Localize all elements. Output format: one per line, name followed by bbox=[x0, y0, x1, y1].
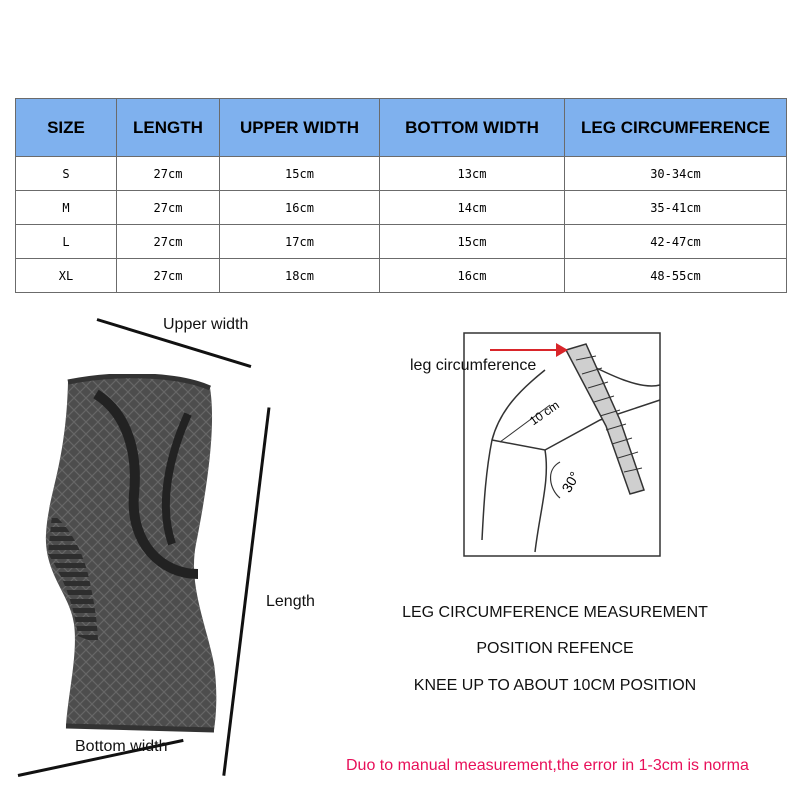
cell-size: L bbox=[16, 225, 117, 259]
header-upper-width: UPPER WIDTH bbox=[220, 99, 380, 157]
header-bottom-width: BOTTOM WIDTH bbox=[380, 99, 565, 157]
cell-leg-circumference: 35-41cm bbox=[565, 191, 787, 225]
cell-size: M bbox=[16, 191, 117, 225]
angle-label: 30° bbox=[558, 468, 583, 496]
table-row bbox=[16, 225, 787, 259]
leg-circumference-label: leg circumference bbox=[410, 357, 537, 374]
cell-length: 27cm bbox=[117, 157, 220, 191]
cell-upper-width: 18cm bbox=[220, 259, 380, 293]
cell-bottom-width: 14cm bbox=[380, 191, 565, 225]
cell-length: 27cm bbox=[117, 191, 220, 225]
cell-upper-width: 17cm bbox=[220, 225, 380, 259]
cell-bottom-width: 16cm bbox=[380, 259, 565, 293]
cell-leg-circumference: 42-47cm bbox=[565, 225, 787, 259]
knee-sleeve-diagram bbox=[0, 310, 340, 800]
knee-sleeve-image bbox=[38, 374, 228, 736]
length-line bbox=[222, 407, 270, 776]
cell-leg-circumference: 48-55cm bbox=[565, 259, 787, 293]
cell-bottom-width: 15cm bbox=[380, 225, 565, 259]
table-row bbox=[16, 191, 787, 225]
header-leg-circumference: LEG CIRCUMFERENCE bbox=[565, 99, 787, 157]
measurement-text-line-2: POSITION REFENCE bbox=[476, 640, 634, 657]
cell-length: 27cm bbox=[117, 259, 220, 293]
cell-upper-width: 16cm bbox=[220, 191, 380, 225]
measuring-tape bbox=[566, 344, 644, 494]
measurement-text-line-3: KNEE UP TO ABOUT 10CM POSITION bbox=[413, 677, 697, 694]
cell-size: XL bbox=[16, 259, 117, 293]
header-size: SIZE bbox=[16, 99, 117, 157]
upper-width-label: Upper width bbox=[163, 316, 249, 333]
distance-label: 10 cm bbox=[526, 397, 562, 429]
cell-size: S bbox=[16, 157, 117, 191]
header-length: LENGTH bbox=[117, 99, 220, 157]
size-chart-table bbox=[15, 98, 787, 293]
cell-upper-width: 15cm bbox=[220, 157, 380, 191]
table-header-row bbox=[16, 99, 787, 157]
length-label: Length bbox=[266, 593, 315, 610]
measurement-error-note: Duo to manual measurement,the error in 1-3cm is norma bbox=[346, 757, 749, 774]
leg-measurement-diagram bbox=[400, 330, 670, 570]
table-row bbox=[16, 157, 787, 191]
measurement-text-line-1: LEG CIRCUMFERENCE MEASUREMENT bbox=[402, 604, 708, 621]
cell-length: 27cm bbox=[117, 225, 220, 259]
bottom-width-label: Bottom width bbox=[75, 738, 168, 755]
cell-bottom-width: 13cm bbox=[380, 157, 565, 191]
cell-leg-circumference: 30-34cm bbox=[565, 157, 787, 191]
table-row bbox=[16, 259, 787, 293]
